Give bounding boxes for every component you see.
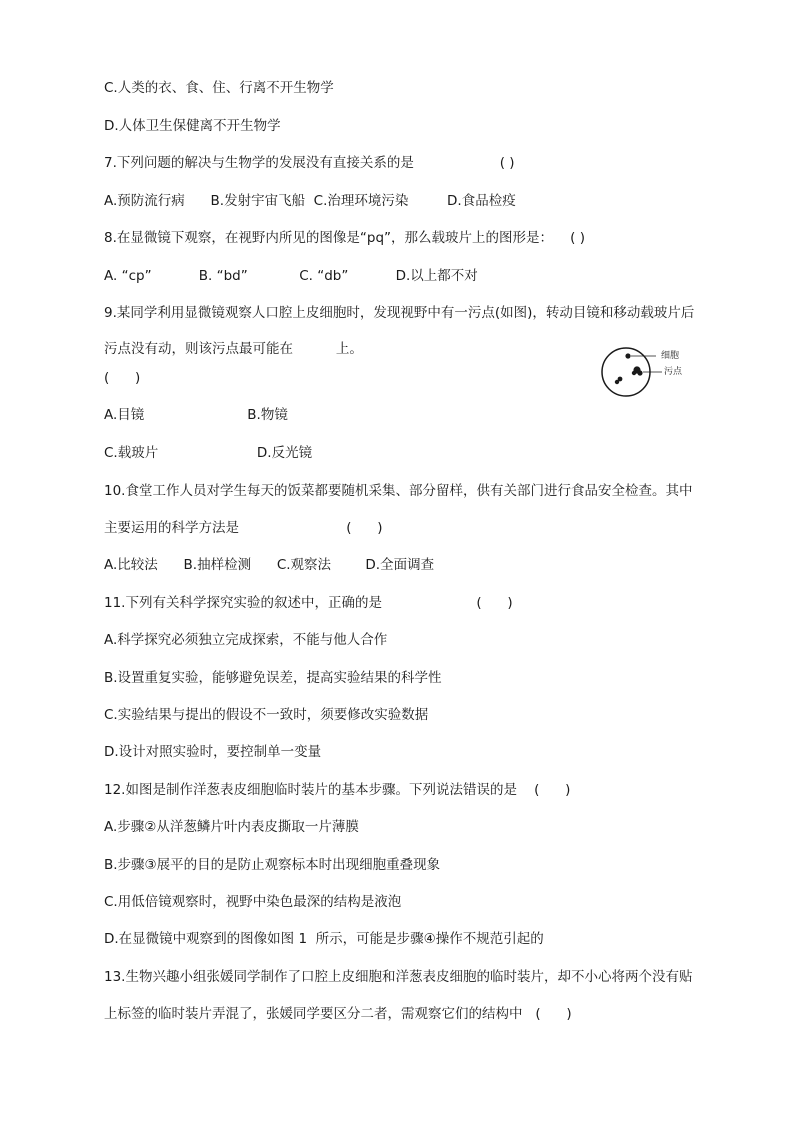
option-line: C.用低倍镜观察时，视野中染色最深的结构是液泡 [104, 894, 402, 910]
option-line: B.步骤③展平的目的是防止观察标本时出现细胞重叠现象 [104, 857, 441, 873]
question-13: 13.生物兴趣小组张媛同学制作了口腔上皮细胞和洋葱表皮细胞的临时装片，却不小心将两个没有贴 [104, 969, 693, 985]
question-7: 7.下列问题的解决与生物学的发展没有直接关系的是 ( ) [104, 155, 515, 171]
microscope-field-figure [600, 344, 695, 400]
question-12: 12.如图是制作洋葱表皮细胞临时装片的基本步骤。下列说法错误的是 ( ) [104, 782, 571, 798]
question-11: 11.下列有关科学探究实验的叙述中，正确的是 ( ) [104, 595, 513, 611]
option-line: A.科学探究必须独立完成探索，不能与他人合作 [104, 632, 388, 648]
question-13-cont: 上标签的临时装片弄混了，张媛同学要区分二者，需观察它们的结构中 ( ) [104, 1006, 572, 1022]
question-8: 8.在显微镜下观察，在视野内所见的图像是“pq”，那么载玻片上的图形是： ( ) [104, 230, 585, 246]
option-line: A.预防流行病 B.发射宇宙飞船 C.治理环境污染 D.食品检疫 [104, 193, 516, 209]
answer-bracket: ( ) [104, 370, 141, 386]
spot-mark [632, 371, 636, 375]
option-line: B.设置重复实验，能够避免误差，提高实验结果的科学性 [104, 670, 442, 686]
option-line: A.比较法 B.抽样检测 C.观察法 D.全面调查 [104, 557, 435, 573]
question-9: 9.某同学利用显微镜观察人口腔上皮细胞时，发现视野中有一污点(如图)，转动目镜和移动载玻片后 [104, 305, 695, 321]
question-10: 10.食堂工作人员对学生每天的饭菜都要随机采集、部分留样，供有关部门进行食品安全检查。其中 [104, 483, 693, 499]
option-line: A.目镜 B.物镜 [104, 407, 288, 423]
figure-label-spot: 污点 [664, 367, 683, 377]
option-line: A.步骤②从洋葱鳞片叶内表皮撕取一片薄膜 [104, 819, 359, 835]
question-9-cont: 污点没有动，则该污点最可能在 上。 [104, 341, 363, 357]
spot-mark [615, 380, 619, 384]
option-line: D.在显微镜中观察到的图像如图 1 所示，可能是步骤④操作不规范引起的 [104, 931, 544, 947]
spot-mark [637, 370, 642, 375]
cell-mark [625, 353, 630, 358]
figure-label-cell: 细胞 [661, 351, 680, 361]
option-line: D.设计对照实验时，要控制单一变量 [104, 744, 322, 760]
option-line: C.实验结果与提出的假设不一致时，须要修改实验数据 [104, 707, 429, 723]
option-line: A. “cp” B. “bd” C. “db” D.以上都不对 [104, 268, 478, 284]
option-line: C.人类的衣、食、住、行离不开生物学 [104, 80, 334, 96]
question-10-cont: 主要运用的科学方法是 ( ) [104, 520, 383, 536]
option-line: C.载玻片 D.反光镜 [104, 445, 313, 461]
option-line: D.人体卫生保健离不开生物学 [104, 118, 281, 134]
